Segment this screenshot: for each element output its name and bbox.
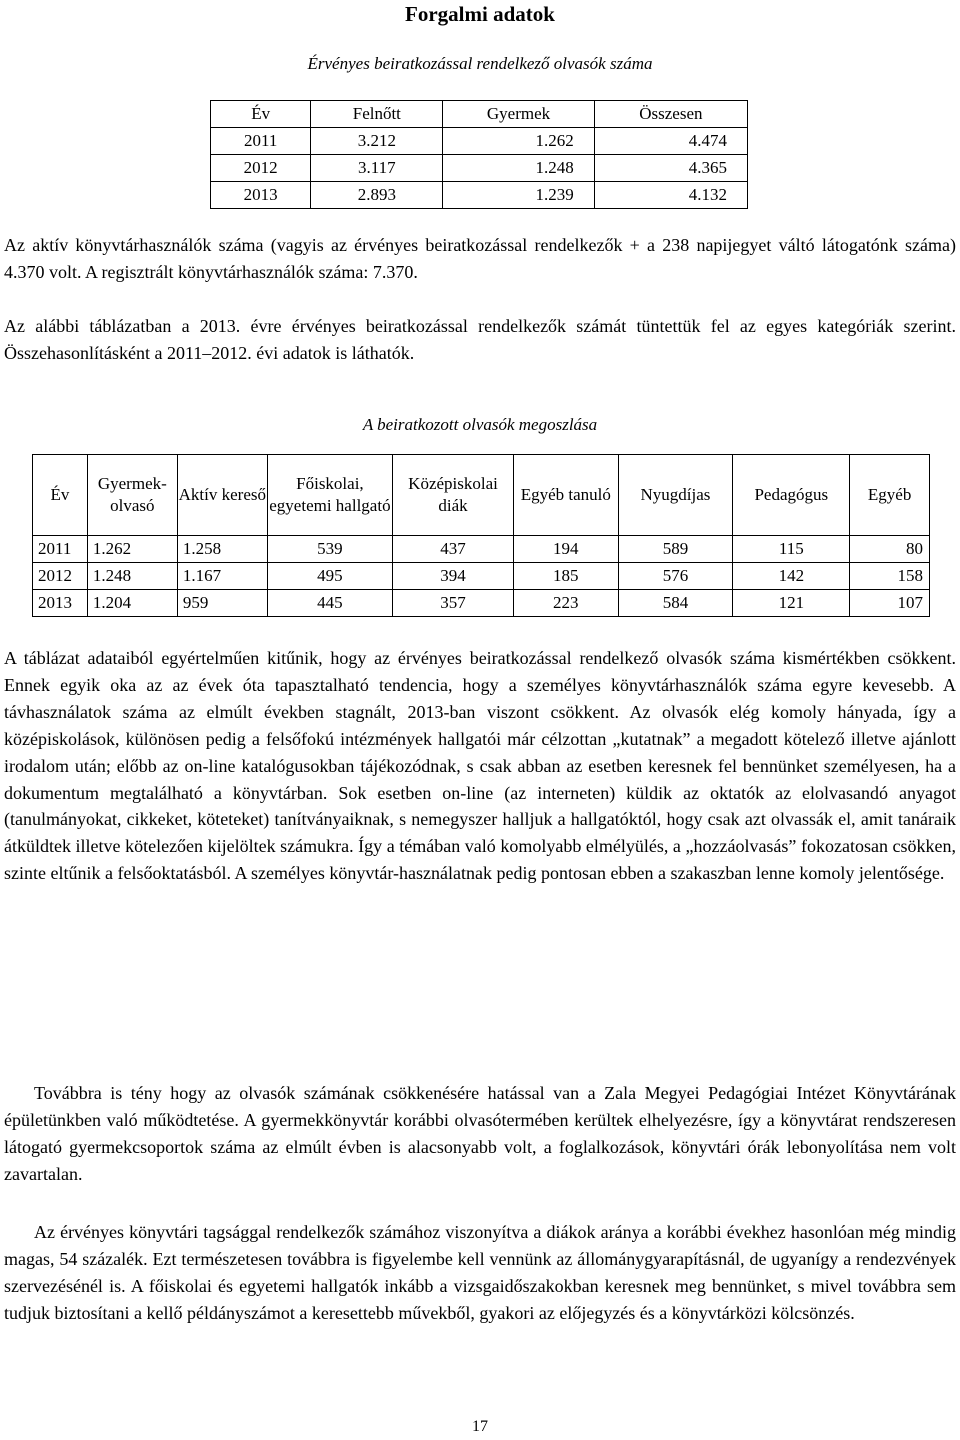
table-cell: 1.248	[87, 563, 177, 590]
table-cell: 1.167	[177, 563, 267, 590]
table-row	[211, 128, 748, 155]
readers-table	[210, 100, 748, 209]
table-cell: 1.258	[177, 536, 267, 563]
table-header-row	[33, 455, 930, 536]
table-cell: 357	[393, 590, 514, 617]
table-cell: 589	[618, 536, 733, 563]
table-header-cell: Gyermek	[443, 101, 594, 128]
table-cell: 1.262	[443, 128, 594, 155]
table-cell: 495	[267, 563, 392, 590]
table-header-cell: Összesen	[594, 101, 747, 128]
table-row	[211, 182, 748, 209]
table-header-cell: Középiskolai diák	[393, 455, 514, 536]
table-cell: 539	[267, 536, 392, 563]
table-cell: 584	[618, 590, 733, 617]
table1-caption: Érvényes beiratkozással rendelkező olvasók száma	[307, 54, 653, 73]
table-cell: 185	[514, 563, 618, 590]
table-header-cell: Gyermek-olvasó	[87, 455, 177, 536]
table-cell: 1.262	[87, 536, 177, 563]
table-cell: 394	[393, 563, 514, 590]
table-row	[33, 590, 930, 617]
page-number: 17	[472, 1418, 488, 1435]
paragraph-pedagogical-institute: Továbbra is tény hogy az olvasók számának csökkenésére hatással van a Zala Megyei Pedagógiai Intézet Könyvtárának épületünkben való működtetése. A gyermekkönyvtár korábbi olvasótermében kerültek elhelyezésre, így a könyvtárat rendszeresen látogató gyermekcsoportok száma az elmúlt évben is alacsonyabb volt, a foglalkozások, könyvtári órák lebonyolítása nem volt zavartalan.	[4, 1083, 956, 1184]
table-cell: 4.474	[594, 128, 747, 155]
table-cell: 445	[267, 590, 392, 617]
table-cell: 1.248	[443, 155, 594, 182]
table-cell: 2011	[211, 128, 311, 155]
table-header-cell: Főiskolai, egyetemi hallgató	[267, 455, 392, 536]
table-cell: 576	[618, 563, 733, 590]
table-cell: 158	[850, 563, 930, 590]
reader-distribution-table	[32, 454, 930, 617]
table-cell: 142	[733, 563, 850, 590]
table-cell: 194	[514, 536, 618, 563]
table-cell: 115	[733, 536, 850, 563]
table-cell: 1.204	[87, 590, 177, 617]
table-header-cell: Egyéb	[850, 455, 930, 536]
paragraph-student-ratio: Az érvényes könyvtári tagsággal rendelkezők számához viszonyítva a diákok aránya a korábbi évekhez hasonlóan még mindig magas, 54 százalék. Ezt természetesen továbbra is figyelembe kell vennünk az állománygyarapításnál, de ugyanígy a rendezvények szervezésénél is. A főiskolai és egyetemi hallgatók inkább a vizsgaidőszakokban keresnek meg bennünket, s mivel továbbra sem tudjuk biztosítani a kellő példányszámot a keresettebb művekből, gyakori az előjegyzés és a könyvtárközi kölcsönzés.	[4, 1222, 956, 1323]
table2-caption: A beiratkozott olvasók megoszlása	[362, 415, 598, 434]
table-cell: 2012	[211, 155, 311, 182]
table-cell: 121	[733, 590, 850, 617]
paragraph-active-users: Az aktív könyvtárhasználók száma (vagyis az érvényes beiratkozással rendelkezők + a 238 napijegyet váltó látogatónk száma) 4.370 volt. A regisztrált könyvtárhasználók száma: 7.370.	[4, 235, 956, 282]
table-cell: 4.365	[594, 155, 747, 182]
table-header-cell: Év	[211, 101, 311, 128]
table-cell: 2011	[33, 536, 88, 563]
table-cell: 2.893	[311, 182, 443, 209]
table-header-cell: Egyéb tanuló	[514, 455, 618, 536]
table-cell: 4.132	[594, 182, 747, 209]
paragraph-table-intro: Az alábbi táblázatban a 2013. évre érvényes beiratkozással rendelkezők számát tüntettük fel az egyes kategóriák szerint. Összehasonlításként a 2011‒2012. évi adatok is láthatók.	[4, 316, 956, 363]
table-cell: 80	[850, 536, 930, 563]
paragraph-analysis: A táblázat adataiból egyértelműen kitűnik, hogy az érvényes beiratkozással rendelkező olvasók száma kismértékben csökkent. Ennek egyik oka az az évek óta tapasztalható tendencia, hogy a személyes könyvtárhasználók száma egyre kevesebb. A távhasználatok száma az elmúlt években stagnált, 2013-ban viszont csökkent. Az olvasók elég komoly hányada, így a középiskolások, különösen pedig a felsőfokú intézmények hallgatói már célzottan „kutatnak” a megadott kötelező illetve ajánlott irodalom után; előbb az on-line katalógusokban tájékozódnak, s csak abban az esetben keresnek fel bennünket személyesen, ha a dokumentum megtalálható a könyvtárban. Sok esetben on-line (az interneten) küldik az oktatók az elolvasandó anyagot (tanulmányokat, cikkeket, köteteket) tanítványaiknak, s nemegyszer halljuk a hallgatóktól, hogy csak azt olvassák el, amit tanáraik átküldtek illetve kötelezően kijelöltek számukra. Így a témában való komolyabb elmélyülés, a „hozzáolvasás” fokozatosan csökken, szinte eltűnik a felsőoktatásból. A személyes könyvtár-használatnak pedig pontosan ebben a szakaszban lenne komoly jelentősége.	[4, 648, 956, 884]
table-header-row	[211, 101, 748, 128]
table-cell: 223	[514, 590, 618, 617]
table-cell: 1.239	[443, 182, 594, 209]
table-cell: 2013	[33, 590, 88, 617]
table-cell: 2012	[33, 563, 88, 590]
table-header-cell: Aktív kereső	[177, 455, 267, 536]
table-cell: 437	[393, 536, 514, 563]
table-row	[211, 155, 748, 182]
table-header-cell: Nyugdíjas	[618, 455, 733, 536]
table-cell: 3.117	[311, 155, 443, 182]
table-header-cell: Pedagógus	[733, 455, 850, 536]
table-header-cell: Év	[33, 455, 88, 536]
table-row	[33, 536, 930, 563]
table-cell: 2013	[211, 182, 311, 209]
table-row	[33, 563, 930, 590]
table-cell: 3.212	[311, 128, 443, 155]
table-cell: 107	[850, 590, 930, 617]
page-title: Forgalmi adatok	[405, 2, 555, 26]
table-header-cell: Felnőtt	[311, 101, 443, 128]
table-cell: 959	[177, 590, 267, 617]
